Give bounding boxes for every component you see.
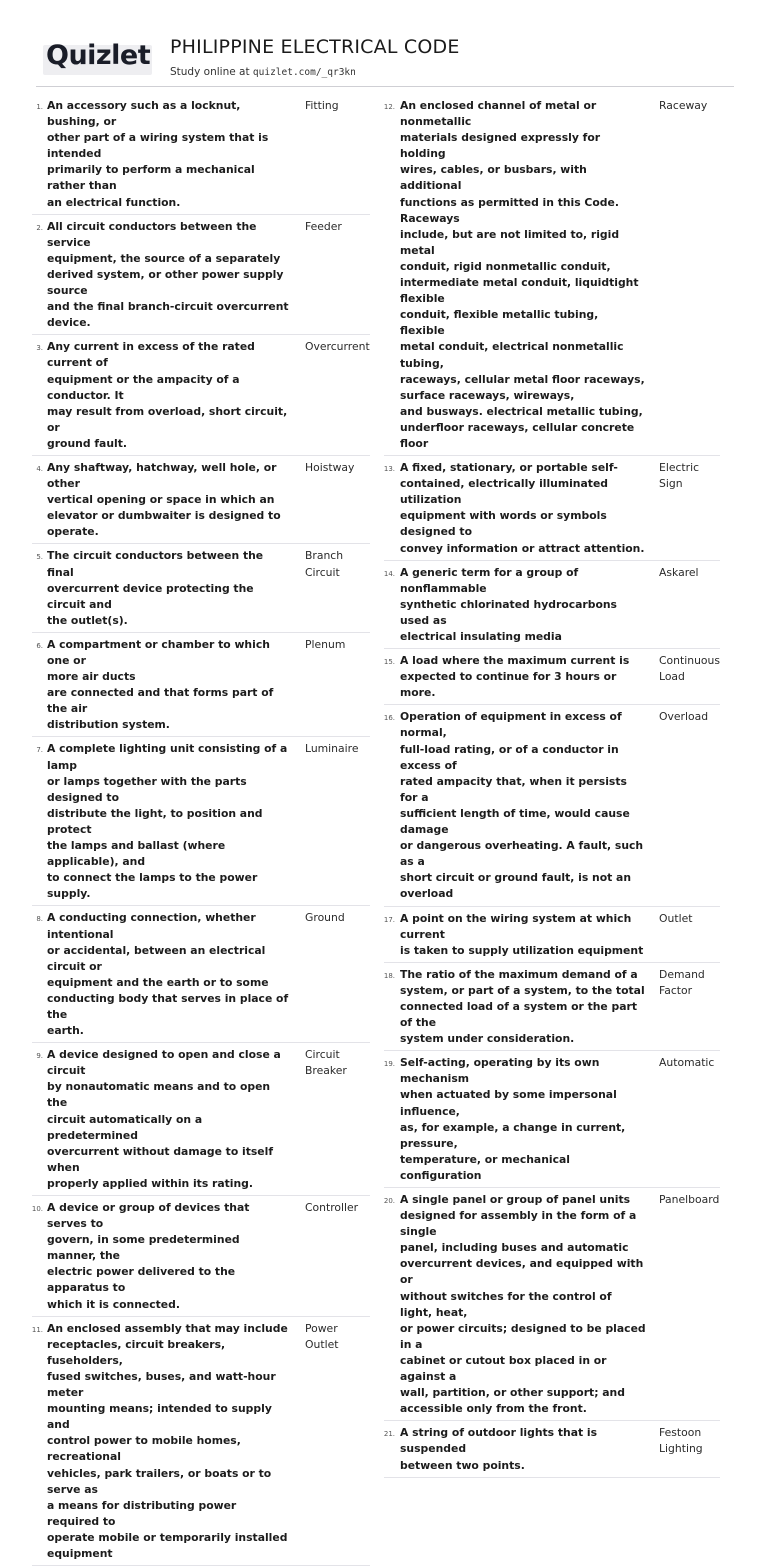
card-number: 2. <box>36 223 43 232</box>
card-term: A fixed, stationary, or portable self- contained, electrically illuminated utilization equipment with words or symbols designed to convey information or attract attention. <box>400 461 645 555</box>
flashcard <box>384 649 720 705</box>
card-number: 17. <box>383 915 395 924</box>
card-term: A device or group of devices that serves to govern, in some predetermined manner, the electric power delivered to the apparatus to which it is connected. <box>47 1201 250 1311</box>
card-definition: Controller <box>305 1201 359 1214</box>
card-term: A single panel or group of panel units designed for assembly in the form of a single panel, including buses and automatic overcurrent devices, and equipped with or without switches for the control of light, heat, or power circuits; designed to be placed in a cabinet or cutout box placed in or against a wall, partition, or other support; and accessible only from the front. <box>400 1193 646 1416</box>
card-definition: Power Outlet <box>305 1321 339 1351</box>
card-number: 21. <box>383 1430 395 1439</box>
card-term: A compartment or chamber to which one or more air ducts are connected and that forms part of the air distribution system. <box>47 637 274 732</box>
card-term: A complete lighting unit consisting of a lamp or lamps together with the parts designed to distribute the light, to position and protect the lamps and ballast (where applicable), and to connect the lamps to the power supply. <box>47 742 288 901</box>
flashcard <box>384 1421 720 1477</box>
card-definition: Plenum <box>305 637 346 651</box>
flashcard <box>384 963 720 1051</box>
card-number: 4. <box>36 464 43 473</box>
card-definition: Raceway <box>659 99 708 112</box>
flashcard <box>32 94 370 215</box>
header-divider <box>36 86 734 87</box>
card-number: 3. <box>36 344 43 353</box>
card-definition: Festoon Lighting <box>659 1426 703 1456</box>
card-number: 14. <box>383 569 395 578</box>
card-term: Operation of equipment in excess of normal, full-load rating, or of a conductor in excess of rated ampacity that, when it persists for a sufficient length of time, would cause damage or dangerous overheating. A fault, such as a short circuit or ground fault, is not an overload <box>400 710 644 901</box>
card-term: An accessory such as a locknut, bushing, or other part of a wiring system that is intended primarily to perform a mechanical rather than an electrical function. <box>47 99 269 209</box>
card-definition: Fitting <box>305 99 339 112</box>
flashcard <box>384 705 720 906</box>
card-term: A load where the maximum current is expected to continue for 3 hours or more. <box>400 654 630 700</box>
card-definition: Continuous Load <box>659 654 720 684</box>
page-title: PHILIPPINE ELECTRICAL CODE <box>170 36 460 58</box>
flashcard <box>384 1051 720 1188</box>
card-term: Self-acting, operating by its own mechanism when actuated by some impersonal influence, as, for example, a change in current, pressure, temperature, or mechanical configuration <box>400 1056 626 1182</box>
card-term: A point on the wiring system at which current is taken to supply utilization equipment <box>400 911 644 957</box>
card-number: 16. <box>383 714 395 723</box>
flashcard <box>32 1043 370 1196</box>
flashcard <box>32 456 370 544</box>
card-number: 19. <box>383 1060 395 1069</box>
flashcard <box>384 907 720 963</box>
card-number: 9. <box>36 1052 43 1061</box>
card-definition: Outlet <box>659 911 693 925</box>
card-term: Any shaftway, hatchway, well hole, or other vertical opening or space in which an elevator or dumbwaiter is designed to operate. <box>47 460 281 539</box>
card-number: 6. <box>36 641 43 650</box>
card-number: 5. <box>36 553 43 562</box>
subtitle-prefix: Study online at <box>170 66 253 78</box>
flashcard <box>384 561 720 649</box>
left-column <box>32 94 370 1566</box>
card-definition: Circuit Breaker <box>305 1048 347 1078</box>
card-number: 20. <box>383 1197 395 1205</box>
card-number: 18. <box>383 971 395 980</box>
quizlet-logo[interactable]: Quizlet <box>46 40 151 71</box>
card-term: The circuit conductors between the final overcurrent device protecting the circuit and the outlet(s). <box>47 549 264 627</box>
right-column <box>384 94 720 1478</box>
card-term: The ratio of the maximum demand of a system, or part of a system, to the total connected load of a system or the part of the system under consideration. <box>400 967 645 1046</box>
page-header <box>0 0 768 86</box>
page-subtitle <box>170 66 356 78</box>
flashcard <box>32 1196 370 1317</box>
card-definition: Hoistway <box>305 460 355 474</box>
card-number: 15. <box>383 658 395 667</box>
card-number: 10. <box>31 1205 43 1213</box>
flashcard <box>32 1317 370 1566</box>
card-definition: Feeder <box>305 219 342 233</box>
card-term: Any current in excess of the rated current of equipment or the ampacity of a conductor. It may result from overload, short circuit, or ground fault. <box>47 340 288 450</box>
flashcard <box>32 906 370 1043</box>
card-definition: Overload <box>659 710 709 724</box>
flashcard <box>384 94 720 456</box>
card-number: 1. <box>36 103 43 111</box>
card-number: 7. <box>36 746 43 755</box>
card-definition: Luminaire <box>305 742 359 756</box>
card-term: A conducting connection, whether intentional or accidental, between an electrical circuit or equipment and the earth or to some conducting body that serves in place of the earth. <box>47 911 289 1038</box>
card-definition: Ground <box>305 911 345 925</box>
card-number: 11. <box>31 1325 43 1334</box>
flashcard <box>384 456 720 561</box>
flashcard <box>32 737 370 906</box>
card-term: An enclosed channel of metal or nonmetallic materials designed expressly for holding wires, cables, or busbars, with additional functions as permitted in this Code. Raceways include, but are not limited to, rigid metal conduit, rigid nonmetallic conduit, intermediate metal conduit, liquidtight flexible conduit, flexible metallic tubing, flexible metal conduit, electrical nonmetallic tubing, raceways, cellular metal floor raceways, surface raceways, wireways, and busways. electrical metallic tubing, underfloor raceways, cellular concrete floor <box>400 99 645 450</box>
card-definition: Demand Factor <box>659 967 705 997</box>
card-definition: Automatic <box>659 1056 715 1070</box>
card-term: A string of outdoor lights that is suspended between two points. <box>400 1426 598 1472</box>
card-number: 8. <box>36 915 43 924</box>
card-definition: Branch Circuit <box>305 549 344 579</box>
card-number: 12. <box>383 103 395 111</box>
card-number: 13. <box>383 465 395 474</box>
study-link[interactable]: quizlet.com/_qr3kn <box>252 67 356 78</box>
card-definition: Electric Sign <box>659 461 700 491</box>
card-term: A device designed to open and close a circuit by nonautomatic means and to open the circuit automatically on a predetermined overcurrent without damage to itself when properly applied within its rating. <box>47 1048 281 1190</box>
flashcard <box>32 633 370 738</box>
card-definition: Overcurrent <box>305 340 370 354</box>
flashcard <box>32 544 370 632</box>
card-definition: Askarel <box>659 565 699 579</box>
flashcard <box>32 215 370 336</box>
card-definition: Panelboard <box>659 1193 720 1206</box>
flashcard <box>384 1188 720 1421</box>
flashcard <box>32 335 370 456</box>
card-term: An enclosed assembly that may include receptacles, circuit breakers, fuseholders, fused switches, buses, and watt-hour meter mounting means; intended to supply and control power to mobile homes, recreational vehicles, park trailers, or boats or to serve as a means for distributing power required to operate mobile or temporarily installed equipment <box>47 1321 288 1560</box>
card-term: All circuit conductors between the service equipment, the source of a separately derived system, or other power supply source and the final branch-circuit overcurrent device. <box>47 219 289 330</box>
card-term: A generic term for a group of nonflammable synthetic chlorinated hydrocarbons used as electrical insulating media <box>400 565 617 643</box>
